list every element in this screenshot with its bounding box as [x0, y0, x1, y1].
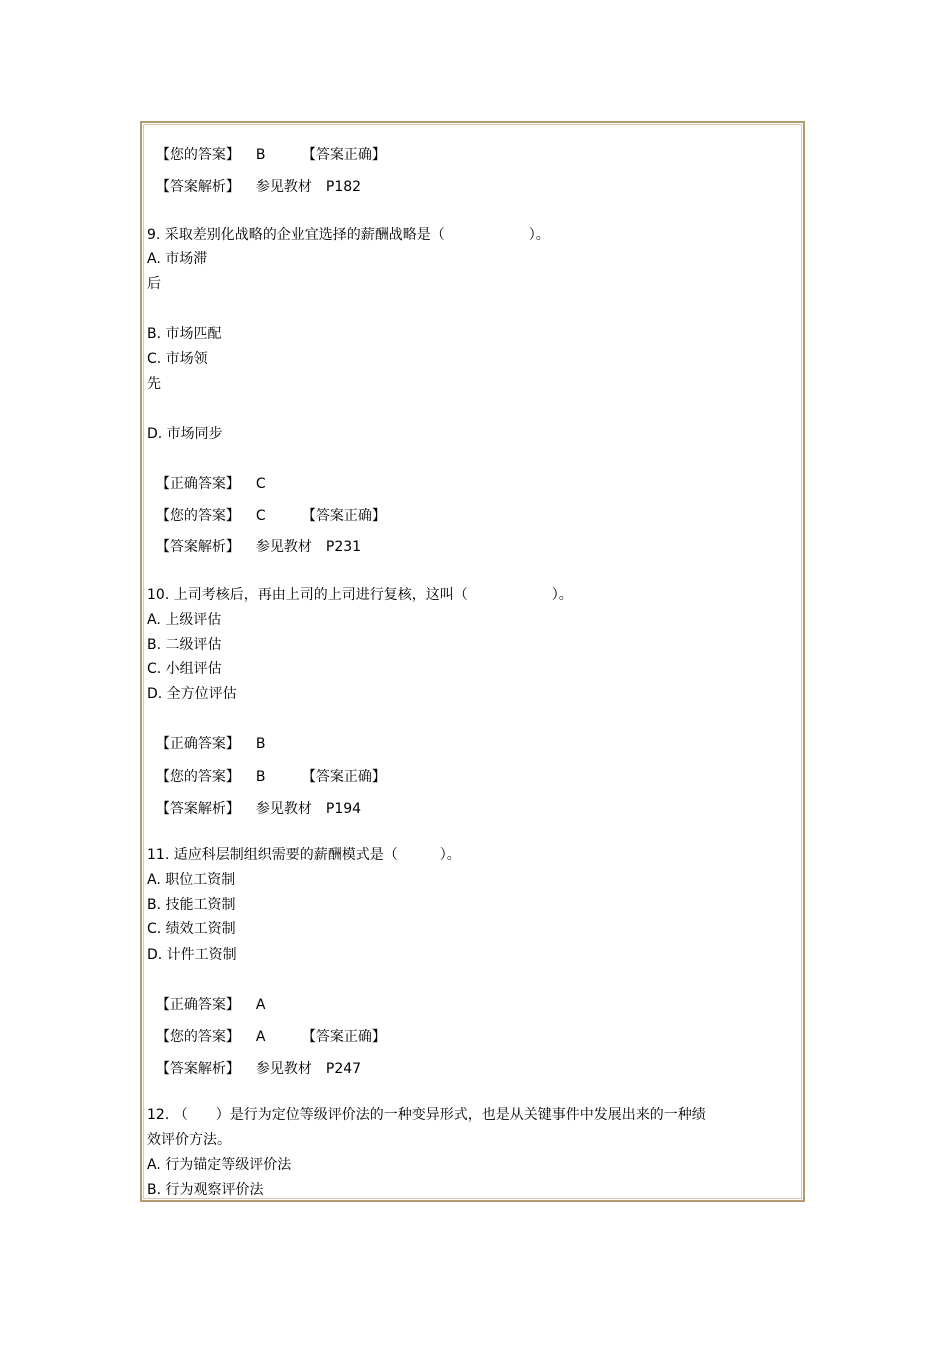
analysis-value: 参见教材 P182 — [255, 179, 362, 195]
your-answer-label: 【您的答案】 — [155, 769, 240, 785]
q11-option-b: B. 技能工资制 — [147, 897, 236, 913]
q11-option-a: A. 职位工资制 — [147, 872, 236, 888]
q10-option-d: D. 全方位评估 — [147, 686, 237, 702]
q11-correct-row — [147, 978, 265, 1014]
q9-analysis-row — [147, 520, 361, 556]
q9-option-c-wrap: 先 — [147, 376, 161, 392]
correct-answer-value: C — [255, 476, 266, 492]
q9-correct-row — [147, 457, 266, 493]
q9-option-a: A. 市场滞 — [147, 251, 208, 267]
q11-question: 11. 适应科层制组织需要的薪酬模式是（ ）。 — [147, 847, 461, 863]
q9-option-a-wrap: 后 — [147, 276, 161, 292]
q10-correct-row — [147, 717, 266, 753]
answer-status: 【答案正确】 — [301, 147, 386, 163]
q12-question-line1: 12. （ ）是行为定位等级评价法的一种变异形式，也是从关键事件中发展出来的一种绩 — [147, 1107, 706, 1123]
your-answer-label: 【您的答案】 — [155, 508, 240, 524]
q12-question-line2: 效评价方法。 — [147, 1132, 231, 1148]
answer-status: 【答案正确】 — [301, 1029, 386, 1045]
analysis-value: 参见教材 P247 — [255, 1061, 362, 1077]
q10-analysis-row — [147, 782, 361, 818]
q10-option-b: B. 二级评估 — [147, 637, 222, 653]
answer-status: 【答案正确】 — [301, 508, 386, 524]
analysis-value: 参见教材 P231 — [255, 539, 362, 555]
correct-answer-value: A — [255, 997, 266, 1013]
q9-question: 9. 采取差别化战略的企业宜选择的薪酬战略是（ ）。 — [147, 227, 550, 243]
q10-option-c: C. 小组评估 — [147, 661, 222, 677]
answer-status: 【答案正确】 — [301, 769, 386, 785]
q11-option-d: D. 计件工资制 — [147, 947, 237, 963]
q9-option-b: B. 市场匹配 — [147, 326, 222, 342]
your-answer-value: A — [255, 1029, 266, 1045]
q9-option-c: C. 市场领 — [147, 351, 208, 367]
your-answer-value: C — [255, 508, 266, 524]
correct-answer-label: 【正确答案】 — [155, 476, 240, 492]
your-answer-label: 【您的答案】 — [155, 147, 240, 163]
correct-answer-label: 【正确答案】 — [155, 736, 240, 752]
your-answer-value: B — [255, 147, 266, 163]
q10-your-answer-row — [147, 750, 386, 786]
q12-option-b: B. 行为观察评价法 — [147, 1182, 264, 1198]
analysis-label: 【答案解析】 — [155, 1061, 240, 1077]
correct-answer-label: 【正确答案】 — [155, 997, 240, 1013]
analysis-label: 【答案解析】 — [155, 539, 240, 555]
q11-option-c: C. 绩效工资制 — [147, 921, 236, 937]
q10-question: 10. 上司考核后，再由上司的上司进行复核，这叫（ ）。 — [147, 587, 573, 603]
q11-analysis-row — [147, 1042, 361, 1078]
your-answer-value: B — [255, 769, 266, 785]
q12-option-a: A. 行为锚定等级评价法 — [147, 1157, 292, 1173]
analysis-label: 【答案解析】 — [155, 179, 240, 195]
q8-your-answer-row — [147, 128, 386, 164]
correct-answer-value: B — [255, 736, 266, 752]
q11-your-answer-row — [147, 1010, 386, 1046]
analysis-label: 【答案解析】 — [155, 801, 240, 817]
q8-analysis-row — [147, 160, 361, 196]
q10-option-a: A. 上级评估 — [147, 612, 222, 628]
your-answer-label: 【您的答案】 — [155, 1029, 240, 1045]
analysis-value: 参见教材 P194 — [255, 801, 362, 817]
q9-option-d: D. 市场同步 — [147, 426, 223, 442]
